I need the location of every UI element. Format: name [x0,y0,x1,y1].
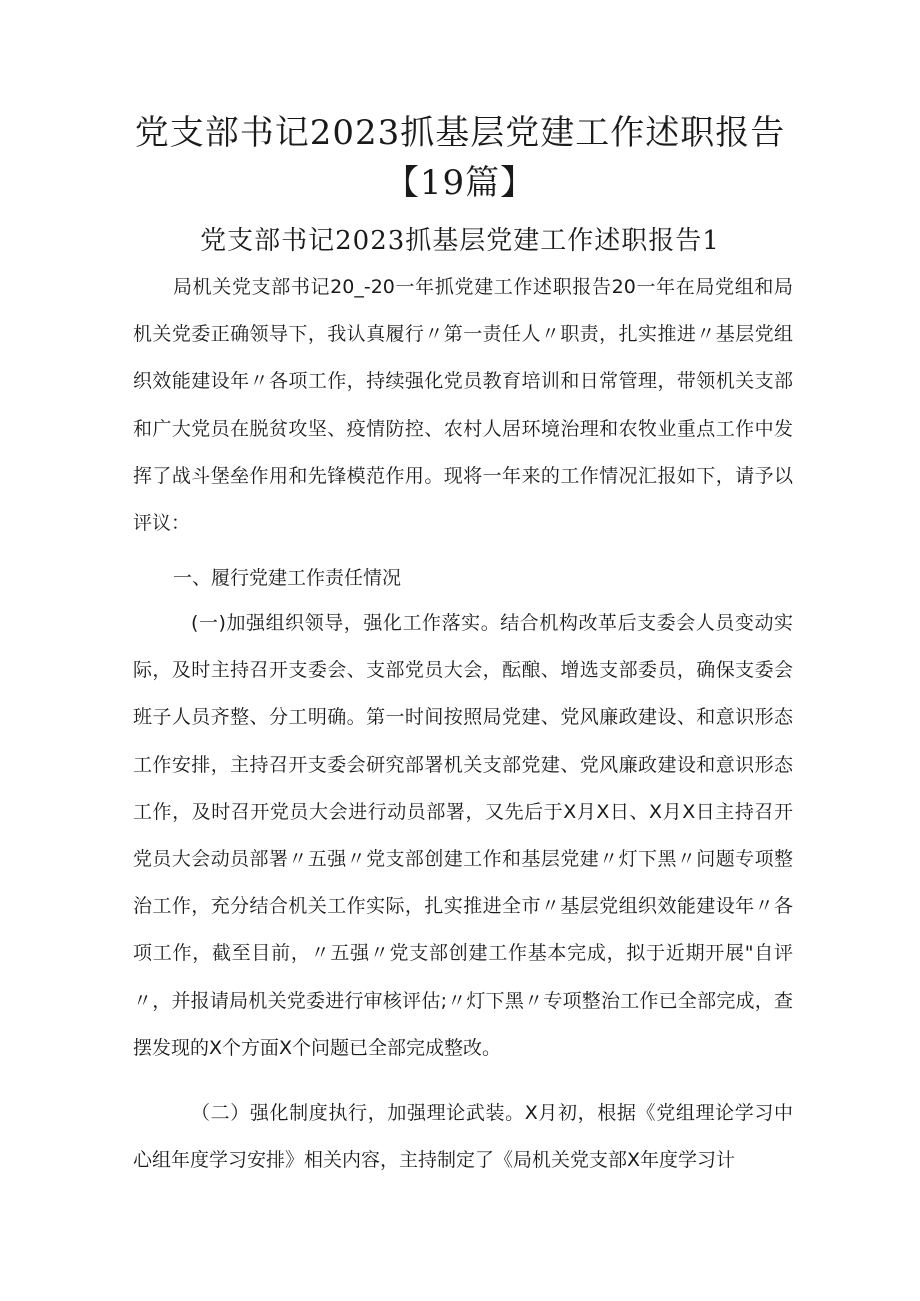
paragraph-organization: (一)加强组织领导，强化工作落实。结合机构改革后支委会人员变动实际，及时主持召开支委会、支部党员大会，酝酿、增选支部委员，确保支委会班子人员齐整、分工明确。第一时间按照局党建、党风廉政建设、和意识形态工作安排，主持召开支委会研究部署机关支部党建、党风廉政建设和意识形态工作，及时召开党员大会进行动员部署，又先后于X月X日、X月X日主持召开党员大会动员部署〃五强〃党支部创建工作和基层党建〃灯下黑〃问题专项整治工作，充分结合机关工作实际，扎实推进全市〃基层党组织效能建设年〃各项工作，截至目前，〃五强〃党支部创建工作基本完成，拟于近期开展"自评〃，并报请局机关党委进行审核评估;〃灯下黑〃专项整治工作已全部完成，查摆发现的X个方面X个问题已全部完成整改。 [133,612,793,1059]
paragraph-system: （二）强化制度执行，加强理论武装。X月初，根据《党组理论学习中心组年度学习安排》相关内容，主持制定了《局机关党支部X年度学习计 [133,1102,793,1172]
paragraph-intro: 局机关党支部书记20_-20一年抓党建工作述职报告20一年在局党组和局机关党委正确领导下，我认真履行〃第一责任人〃职责，扎实推进〃基层党组织效能建设年〃各项工作，持续强化党员教育培训和日常管理，带领机关支部和广大党员在脱贫攻坚、疫情防控、农村人居环境治理和农牧业重点工作中发挥了战斗堡垒作用和先锋模范作用。现将一年来的工作情况汇报如下，请予以评议： [133,276,793,535]
document-title: 党支部书记2023抓基层党建工作述职报告 [134,113,786,153]
document-title-count: 【19篇】 [384,163,536,203]
section-heading: 一、履行党建工作责任情况 [173,567,402,589]
section-title: 党支部书记2023抓基层党建工作述职报告1 [200,226,720,256]
